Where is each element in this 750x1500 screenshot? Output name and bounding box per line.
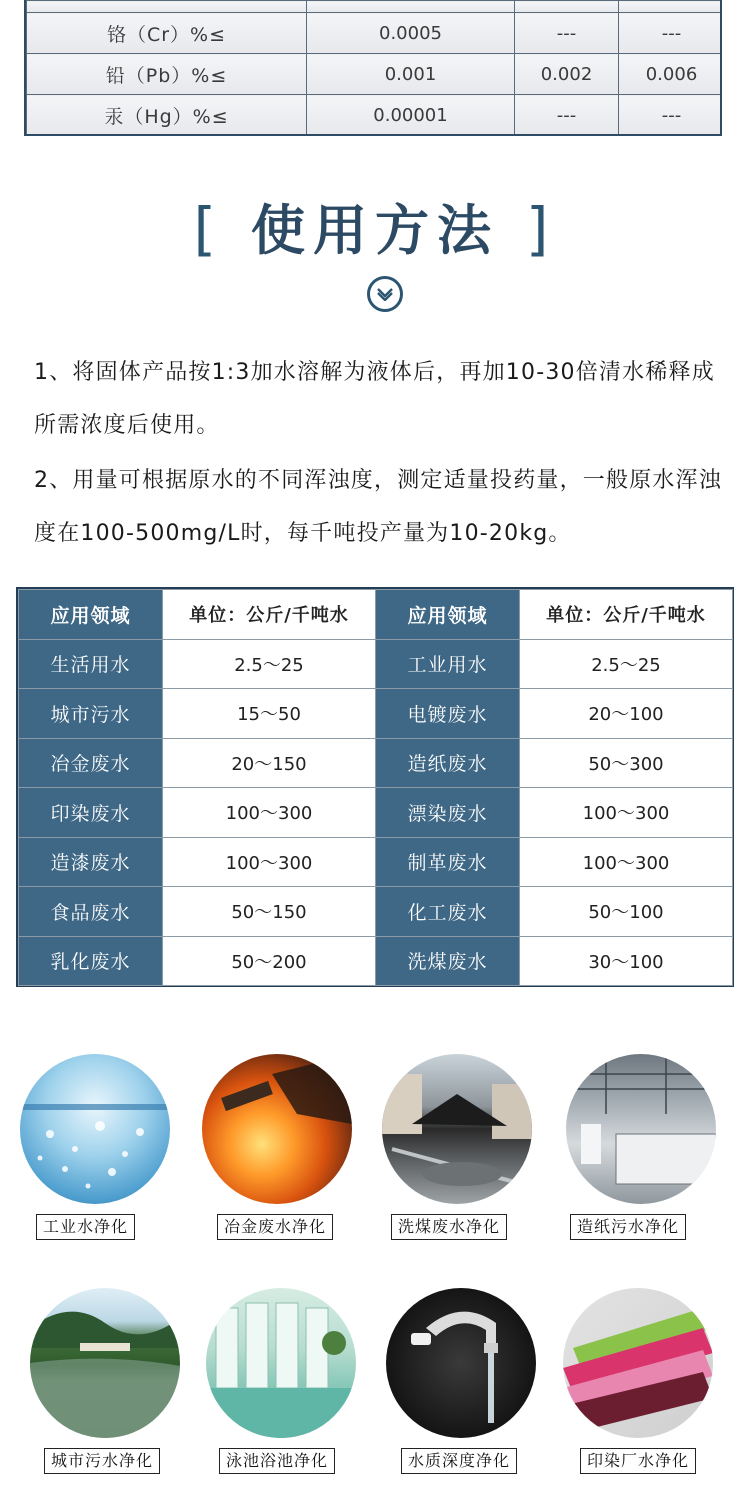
dose-cell: 50～300: [520, 738, 733, 788]
dose-cell: 100～300: [163, 788, 376, 838]
application-label: 冶金废水净化: [217, 1214, 333, 1240]
application-label: 泳池浴池净化: [219, 1448, 335, 1474]
field-cell: 漂染废水: [376, 788, 520, 838]
application-coal-washing: [382, 1054, 532, 1254]
metal-name: 汞（Hg）%≤: [27, 95, 307, 136]
field-cell: 城市污水: [19, 689, 163, 739]
metal-value: ---: [515, 13, 619, 54]
section-heading: [0, 188, 750, 265]
metal-value: 0.0005: [307, 13, 515, 54]
molten-steel-image: [202, 1054, 352, 1204]
dose-cell: 100～300: [163, 837, 376, 887]
field-cell: 工业用水: [376, 639, 520, 689]
river-landscape-image: [30, 1288, 180, 1438]
field-cell: 生活用水: [19, 639, 163, 689]
bracket-right: ]: [525, 195, 557, 263]
metal-value: 0.001: [307, 54, 515, 95]
metal-value: ---: [619, 13, 723, 54]
application-industrial-water: [20, 1054, 170, 1254]
metal-content-table: [24, 0, 722, 136]
application-swimming-pool: [206, 1288, 356, 1488]
table-row: [19, 689, 733, 739]
table-row: [19, 738, 733, 788]
table-row: [19, 639, 733, 689]
metal-name: 铬（Cr）%≤: [27, 13, 307, 54]
dose-cell: 2.5～25: [520, 639, 733, 689]
paper-factory-image: [566, 1054, 716, 1204]
field-cell: 乳化废水: [19, 936, 163, 986]
bracket-left: [: [193, 195, 225, 263]
application-label: 工业水净化: [36, 1214, 135, 1240]
field-cell: 化工废水: [376, 887, 520, 937]
dose-cell: 100～300: [520, 837, 733, 887]
metal-value: 0.002: [515, 54, 619, 95]
metal-name: 铅（Pb）%≤: [27, 54, 307, 95]
metal-value: 0.00001: [307, 95, 515, 136]
application-label: 水质深度净化: [401, 1448, 517, 1474]
metal-row: [27, 13, 723, 54]
coal-plant-image: [382, 1054, 532, 1204]
header-cell: 应用领域: [376, 590, 520, 640]
dose-cell: 15～50: [163, 689, 376, 739]
field-cell: 食品废水: [19, 887, 163, 937]
application-label: 城市污水净化: [44, 1448, 160, 1474]
table-row: [19, 887, 733, 937]
dose-cell: 50～200: [163, 936, 376, 986]
instruction-step-2: 2、用量可根据原水的不同浑浊度，测定适量投药量，一般原水浑浊度在100-500mg/L时，每千吨投产量为10-20kg。: [34, 468, 722, 546]
table-row: [19, 788, 733, 838]
application-dyeing-plant: [563, 1288, 713, 1488]
table-row: [19, 936, 733, 986]
application-deep-purification: [386, 1288, 536, 1488]
chevron-down-icon: [367, 276, 403, 312]
dosage-table: [16, 587, 734, 987]
table-row: [19, 837, 733, 887]
metal-row: [27, 54, 723, 95]
dose-cell: 100～300: [520, 788, 733, 838]
dosage-header-row: [19, 590, 733, 640]
field-cell: 制革废水: [376, 837, 520, 887]
header-cell: 应用领域: [19, 590, 163, 640]
instruction-step-1: 1、将固体产品按1:3加水溶解为液体后，再加10-30倍清水稀释成所需浓度后使用。: [34, 360, 715, 438]
dose-cell: 20～100: [520, 689, 733, 739]
application-urban-sewage: [30, 1288, 180, 1488]
field-cell: 洗煤废水: [376, 936, 520, 986]
dose-cell: 50～150: [163, 887, 376, 937]
dose-cell: 30～100: [520, 936, 733, 986]
field-cell: 电镀废水: [376, 689, 520, 739]
dose-cell: 50～100: [520, 887, 733, 937]
section-title: 使用方法: [251, 199, 499, 262]
metal-row: [27, 95, 723, 136]
field-cell: 造纸废水: [376, 738, 520, 788]
metal-value: ---: [515, 95, 619, 136]
water-faucet-image: [386, 1288, 536, 1438]
metal-value: 0.006: [619, 54, 723, 95]
application-label: 洗煤废水净化: [391, 1214, 507, 1240]
application-paper-making: [566, 1054, 716, 1254]
header-cell: 单位：公斤/千吨水: [520, 590, 733, 640]
application-label: 印染厂水净化: [580, 1448, 696, 1474]
application-metallurgy: [202, 1054, 352, 1254]
dyed-fabric-image: [563, 1288, 713, 1438]
header-cell: 单位：公斤/千吨水: [163, 590, 376, 640]
metal-value: ---: [619, 95, 723, 136]
water-droplets-image: [20, 1054, 170, 1204]
swimming-pool-image: [206, 1288, 356, 1438]
field-cell: 印染废水: [19, 788, 163, 838]
dose-cell: 20～150: [163, 738, 376, 788]
field-cell: 造漆废水: [19, 837, 163, 887]
dose-cell: 2.5～25: [163, 639, 376, 689]
application-label: 造纸污水净化: [570, 1214, 686, 1240]
field-cell: 冶金废水: [19, 738, 163, 788]
